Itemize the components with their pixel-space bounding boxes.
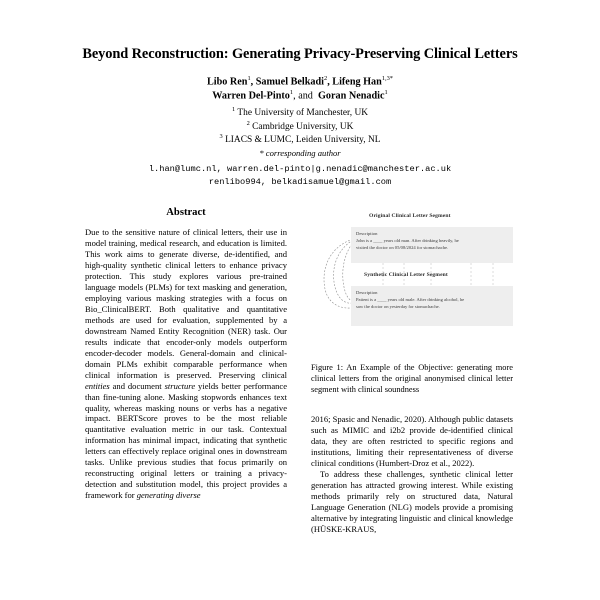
figure-synthetic-line-1: Patient is a ____ years old male. After drinking alcohol, he bbox=[356, 297, 465, 302]
right-column bbox=[311, 207, 513, 535]
affiliation-marker: 1 bbox=[232, 106, 236, 114]
author-affil-marker: 1 bbox=[384, 89, 388, 97]
author-list bbox=[0, 75, 600, 103]
author-row-1: Libo Ren$^1$, Samuel Belkadi$^2$, Lifeng Han$^{1,3*}$ bbox=[206, 75, 393, 88]
affiliation-text: LIACS & LUMC, Leiden University, NL bbox=[225, 135, 381, 146]
author-name: Warren Del-Pinto bbox=[212, 90, 290, 102]
email-line: renlibo994, belkadisamuel@gmail.com bbox=[208, 176, 392, 187]
author-name: Goran Nenadic bbox=[318, 90, 385, 102]
figure-synthetic-description-label: Description bbox=[356, 290, 378, 295]
abstract-part-2: and document bbox=[109, 380, 165, 391]
affiliation-list bbox=[0, 106, 600, 159]
abstract-part-1: Due to the sensitive nature of clinical letters, their use in model training, medical research, and education is limited. This work aims to generate diverse, de-identified, and high-quality synthetic clinical letters to enhance privacy protection. This study explores various pre-trained language models (PLMs) for text masking and generation, employing various masking strategies with a focus on Bio_ClinicalBERT. Both qualitative and quantitative methods are used for evaluation, supplemented by a downstream Named Entity Recognition (NER) task. Our results indicate that encoder-only models outperform encoder-decoder models. General-domain and clinical-domain PLMs exhibit comparable performance when clinical information is preserved. Preserving clinical bbox=[85, 227, 287, 380]
abstract-italic-entities: entities bbox=[85, 380, 110, 391]
left-column bbox=[85, 207, 287, 501]
author-name: Lifeng Han bbox=[332, 76, 382, 88]
abstract-heading: Abstract bbox=[166, 207, 206, 218]
author-affil-marker: 2 bbox=[323, 75, 328, 83]
figure-1 bbox=[311, 207, 513, 357]
author-row-2 bbox=[0, 89, 600, 103]
author-name: Samuel Belkadi bbox=[255, 76, 324, 88]
affiliation-item bbox=[0, 120, 600, 134]
figure-synthetic-title: Synthetic Clinical Letter Segment bbox=[364, 272, 448, 278]
author-conjunction: , and bbox=[293, 90, 313, 102]
affiliation-marker: 3 bbox=[219, 133, 223, 141]
author-name: Libo Ren bbox=[206, 76, 248, 88]
corresponding-author-note: * corresponding author bbox=[259, 148, 341, 159]
abstract-italic-generating-diverse: generating diverse bbox=[136, 490, 201, 501]
affiliation-marker: 2 bbox=[246, 119, 250, 127]
author-affil-marker: 1 bbox=[247, 75, 251, 83]
figure-original-line-1: John is a ____ years old man. After drinking heavily, he bbox=[356, 238, 459, 243]
abstract-part-3: yields better performance than fine-tuning alone. Masking stopwords enhances text quality, whereas masking nouns or verbs has a negative impact. BERTScore proves to be the most reliable quantitative evaluation metric in our task. Contextual information has minimal impact, indicating that synthetic letters can effectively replace original ones in downstream tasks. Unlike previous studies that focus primarily on reconstructing original letters or training a privacy-detection and substitution model, this project provides a framework for bbox=[85, 380, 287, 501]
right-column-paragraph-2: To address these challenges, synthetic clinical letter generation has attracted growing interest. While existing methods primarily rely on structured data, Natural Language Generation (NLG) models provide a promising alternative by integrating linguistic and clinical knowledge (HÜSKE-KRAUS, bbox=[311, 469, 513, 534]
author-affil-marker: 1 bbox=[289, 89, 294, 97]
figure-original-description-text bbox=[356, 238, 512, 252]
right-column-paragraph-1: 2016; Spasic and Nenadic, 2020). Although public datasets such as MIMIC and i2b2 provide de-identified clinical data, they are often restricted to specific regions and institutions, limiting their representativeness of diverse clinical conditions (Humbert-Droz et al., 2022). bbox=[311, 414, 514, 469]
figure-synthetic-description-text bbox=[356, 297, 512, 311]
page-title: Beyond Reconstruction: Generating Privacy-Preserving Clinical Letters bbox=[82, 46, 518, 62]
figure-caption: Figure 1: An Example of the Objective: generating more clinical letters from the original anonymised clinical letter segment with clinical soundness bbox=[311, 363, 513, 394]
figure-original-title: Original Clinical Letter Segment bbox=[369, 213, 451, 219]
author-affil-marker: 1,3* bbox=[381, 75, 393, 83]
figure-original-description-label: Description bbox=[356, 231, 378, 236]
affiliation-item bbox=[0, 133, 600, 147]
figure-synthetic-line-2: saw the doctor on yesterday for stomachache. bbox=[356, 303, 440, 309]
email-list bbox=[0, 163, 600, 188]
abstract-italic-structure: structure bbox=[164, 380, 196, 391]
abstract-text bbox=[85, 227, 287, 501]
affiliation-item bbox=[0, 106, 600, 120]
email-line: l.han@lumc.nl, warren.del-pinto|g.nenadic@manchester.ac.uk bbox=[148, 164, 452, 175]
affiliation-text: The University of Manchester, UK bbox=[237, 108, 368, 119]
title-block bbox=[0, 0, 600, 188]
affiliation-text: Cambridge University, UK bbox=[252, 121, 354, 132]
figure-original-line-2: visited the doctor on 05/08/2024 for stomachache. bbox=[356, 244, 449, 250]
